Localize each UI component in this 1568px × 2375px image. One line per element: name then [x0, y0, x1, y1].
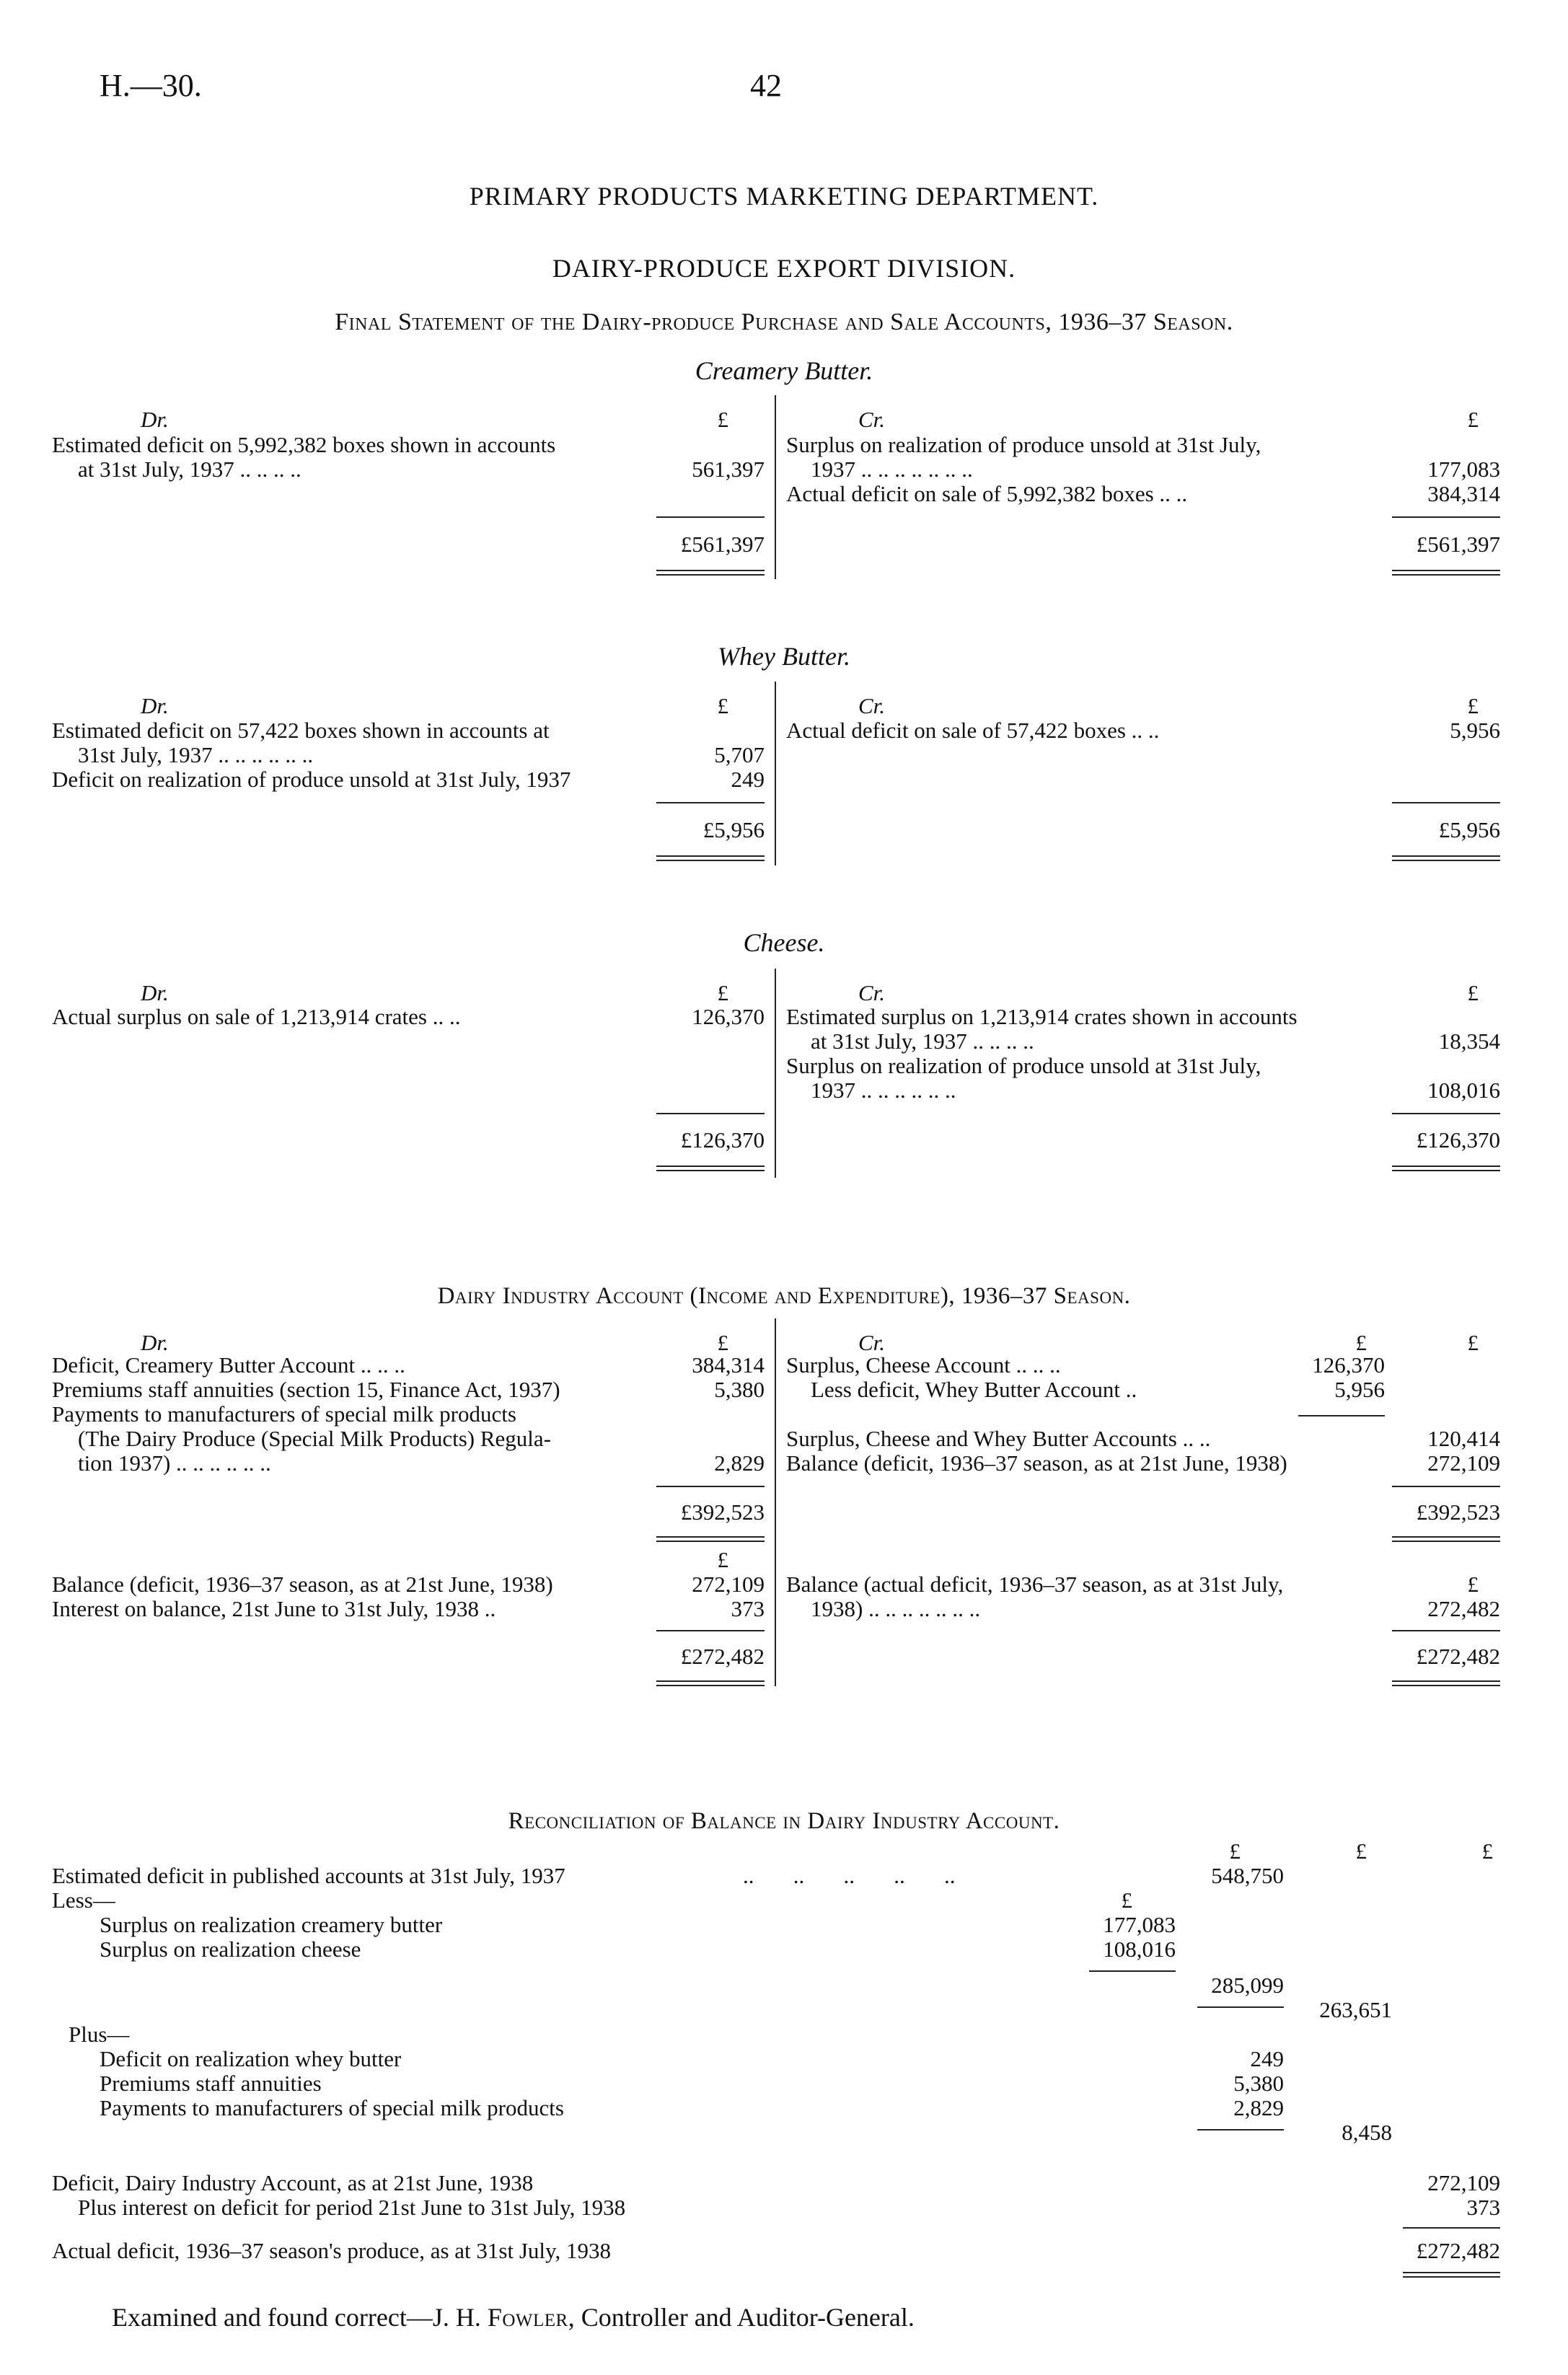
rule: [656, 1113, 765, 1114]
line-text: Deficit, Dairy Industry Account, as at 21st June, 1938: [52, 2170, 534, 2195]
credit-label: Cr.: [858, 1330, 886, 1355]
total: £561,397: [1416, 532, 1500, 557]
section-heading: Whey Butter.: [718, 642, 850, 671]
amount: 2,829: [714, 1450, 765, 1476]
line-text: Less deficit, Whey Butter Account ..: [811, 1377, 1137, 1402]
amount: 177,083: [1103, 1912, 1176, 1937]
column-divider: [775, 682, 776, 865]
credit-label: Cr.: [858, 980, 886, 1005]
amount: 373: [1466, 2195, 1500, 2220]
line-text: Premiums staff annuities (section 15, Finance Act, 1937): [52, 1377, 560, 1402]
amount: 5,956: [1334, 1377, 1385, 1402]
amount: 249: [731, 767, 765, 792]
line-text: Surplus on realization cheese: [100, 1936, 361, 1962]
rule: [1298, 1415, 1385, 1416]
pound-sign: £: [1467, 407, 1479, 432]
pound-sign: £: [717, 1330, 728, 1355]
amount: 272,482: [1427, 1596, 1500, 1621]
debit-label: Dr.: [141, 980, 169, 1005]
rule: [1403, 2227, 1500, 2229]
line-text: Balance (deficit, 1936–37 season, as at 21st June, 1938): [786, 1450, 1287, 1476]
column-divider: [775, 969, 776, 1178]
amount: 285,099: [1211, 1973, 1284, 1998]
line-text: Surplus, Cheese Account .. .. ..: [786, 1352, 1061, 1378]
amount: 120,414: [1427, 1426, 1500, 1451]
total: £392,523: [680, 1499, 765, 1525]
total: £5,956: [702, 817, 765, 842]
division-title: DAIRY-PRODUCE EXPORT DIVISION.: [552, 254, 1016, 283]
pound-sign: £: [1355, 1838, 1367, 1864]
amount: 177,083: [1427, 457, 1500, 482]
line-text: Actual surplus on sale of 1,213,914 crates .. ..: [52, 1004, 461, 1029]
amount: 272,109: [1427, 1450, 1500, 1476]
double-rule: [1392, 855, 1500, 861]
line-text: Payments to manufacturers of special milk products: [100, 2095, 564, 2120]
amount: 8,458: [1342, 2120, 1392, 2145]
pound-sign: £: [1229, 1838, 1241, 1864]
amount: 373: [731, 1596, 765, 1621]
amount: 561,397: [692, 457, 765, 482]
line-text: Plus interest on deficit for period 21st June to 31st July, 1938: [78, 2195, 626, 2220]
total: £5,956: [1438, 817, 1500, 842]
double-rule: [656, 1536, 765, 1542]
less-label: Less—: [52, 1887, 115, 1913]
line-text: Actual deficit on sale of 5,992,382 boxes .. ..: [786, 481, 1188, 506]
pound-sign: £: [1355, 1330, 1367, 1355]
amount: 126,370: [1312, 1352, 1385, 1378]
department-title: PRIMARY PRODUCTS MARKETING DEPARTMENT.: [469, 182, 1099, 211]
line-text: Deficit, Creamery Butter Account .. .. ..: [52, 1352, 405, 1378]
amount: 548,750: [1211, 1863, 1284, 1888]
pound-sign: £: [1467, 1572, 1479, 1597]
column-divider: [775, 395, 776, 579]
line-text: at 31st July, 1937 .. .. .. ..: [811, 1028, 1034, 1054]
line-text: Surplus, Cheese and Whey Butter Accounts .. ..: [786, 1426, 1211, 1451]
page-number: 42: [750, 68, 782, 103]
double-rule: [1392, 1680, 1500, 1686]
rule: [1089, 1970, 1176, 1972]
amount: 5,380: [1233, 2071, 1284, 2096]
pound-sign: £: [717, 407, 728, 432]
line-text: 1938) .. .. .. .. .. .. ..: [811, 1596, 981, 1621]
amount: 5,380: [714, 1377, 765, 1402]
double-rule: [1392, 1166, 1500, 1171]
auditor-certification: Examined and found correct—J. H. Fowler, Controller and Auditor-General.: [112, 2303, 915, 2332]
line-text: Estimated deficit on 57,422 boxes shown in accounts at: [52, 718, 550, 743]
total: £561,397: [680, 532, 765, 557]
pound-sign: £: [1121, 1887, 1132, 1913]
amount: 108,016: [1103, 1936, 1176, 1962]
amount: 5,956: [1450, 718, 1500, 743]
rule: [1392, 802, 1500, 803]
line-text: Balance (deficit, 1936–37 season, as at 21st June, 1938): [52, 1572, 553, 1597]
line-text: 1937 .. .. .. .. .. ..: [811, 1078, 956, 1103]
line-text: Actual deficit, 1936–37 season's produce, as at 31st July, 1938: [52, 2238, 611, 2263]
total: £272,482: [1416, 1644, 1500, 1669]
rule: [1392, 1630, 1500, 1631]
statement-title: Final Statement of the Dairy-produce Purchase and Sale Accounts, 1936–37 Season.: [335, 309, 1233, 335]
rule: [656, 1630, 765, 1631]
line-text: Actual deficit on sale of 57,422 boxes .. ..: [786, 718, 1160, 743]
rule: [1392, 1486, 1500, 1487]
rule: [656, 1486, 765, 1487]
section-heading: Dairy Industry Account (Income and Expenditure), 1936–37 Season.: [437, 1283, 1131, 1309]
line-text: Surplus on realization of produce unsold at 31st July,: [786, 432, 1261, 457]
total: £272,482: [680, 1644, 765, 1669]
section-heading: Reconciliation of Balance in Dairy Industry Account.: [508, 1808, 1060, 1834]
pound-sign: £: [1467, 980, 1479, 1005]
line-text: Interest on balance, 21st June to 31st July, 1938 ..: [52, 1596, 496, 1621]
column-divider: [775, 1318, 776, 1686]
line-text: Estimated deficit in published accounts at 31st July, 1937: [52, 1863, 565, 1888]
line-text: (The Dairy Produce (Special Milk Products) Regula-: [78, 1426, 551, 1451]
double-rule: [1403, 2272, 1500, 2278]
line-text: 31st July, 1937 .. .. .. .. .. ..: [78, 742, 314, 767]
debit-label: Dr.: [141, 1330, 169, 1355]
pound-sign: £: [717, 693, 728, 718]
amount: 126,370: [692, 1004, 765, 1029]
debit-label: Dr.: [141, 693, 169, 718]
section-heading: Cheese.: [743, 928, 825, 957]
line-text: Deficit on realization of produce unsold at 31st July, 1937: [52, 767, 571, 792]
double-rule: [1392, 1536, 1500, 1542]
pound-sign: £: [1467, 1330, 1479, 1355]
double-rule: [656, 855, 765, 861]
amount: 384,314: [1427, 481, 1500, 506]
amount: 249: [1250, 2046, 1284, 2071]
amount: 18,354: [1438, 1028, 1500, 1054]
double-rule: [656, 570, 765, 576]
rule: [656, 516, 765, 518]
total: £126,370: [1416, 1127, 1500, 1153]
rule: [656, 802, 765, 803]
amount: 2,829: [1233, 2095, 1284, 2120]
pound-sign: £: [717, 1547, 728, 1572]
amount: 108,016: [1427, 1078, 1500, 1103]
line-text: Premiums staff annuities: [100, 2071, 322, 2096]
leader-dots: .. .. .. .. ..: [743, 1863, 956, 1888]
amount: 263,651: [1319, 1997, 1392, 2022]
plus-label: Plus—: [69, 2022, 130, 2047]
line-text: Estimated deficit on 5,992,382 boxes shown in accounts: [52, 432, 556, 457]
pound-sign: £: [1467, 693, 1479, 718]
amount: 272,109: [1427, 2170, 1500, 2195]
line-text: tion 1937) .. .. .. .. .. ..: [78, 1450, 271, 1476]
total: £272,482: [1416, 2238, 1500, 2263]
document-reference: H.—30.: [100, 68, 202, 103]
line-text: Surplus on realization of produce unsold at 31st July,: [786, 1053, 1261, 1078]
rule: [1392, 1113, 1500, 1114]
credit-label: Cr.: [858, 693, 886, 718]
debit-label: Dr.: [141, 407, 169, 432]
line-text: Deficit on realization whey butter: [100, 2046, 402, 2071]
line-text: Payments to manufacturers of special milk products: [52, 1401, 516, 1427]
pound-sign: £: [1481, 1838, 1493, 1864]
line-text: at 31st July, 1937 .. .. .. ..: [78, 457, 301, 482]
line-text: Surplus on realization creamery butter: [100, 1912, 443, 1937]
line-text: 1937 .. .. .. .. .. .. ..: [811, 457, 973, 482]
line-text: Balance (actual deficit, 1936–37 season, as at 31st July,: [786, 1572, 1284, 1597]
amount: 272,109: [692, 1572, 765, 1597]
double-rule: [656, 1680, 765, 1686]
pound-sign: £: [717, 980, 728, 1005]
total: £126,370: [680, 1127, 765, 1153]
rule: [1392, 516, 1500, 518]
amount: 384,314: [692, 1352, 765, 1378]
amount: 5,707: [714, 742, 765, 767]
section-heading: Creamery Butter.: [695, 356, 873, 385]
line-text: Estimated surplus on 1,213,914 crates shown in accounts: [786, 1004, 1298, 1029]
credit-label: Cr.: [858, 407, 886, 432]
double-rule: [656, 1166, 765, 1171]
double-rule: [1392, 570, 1500, 576]
total: £392,523: [1416, 1499, 1500, 1525]
